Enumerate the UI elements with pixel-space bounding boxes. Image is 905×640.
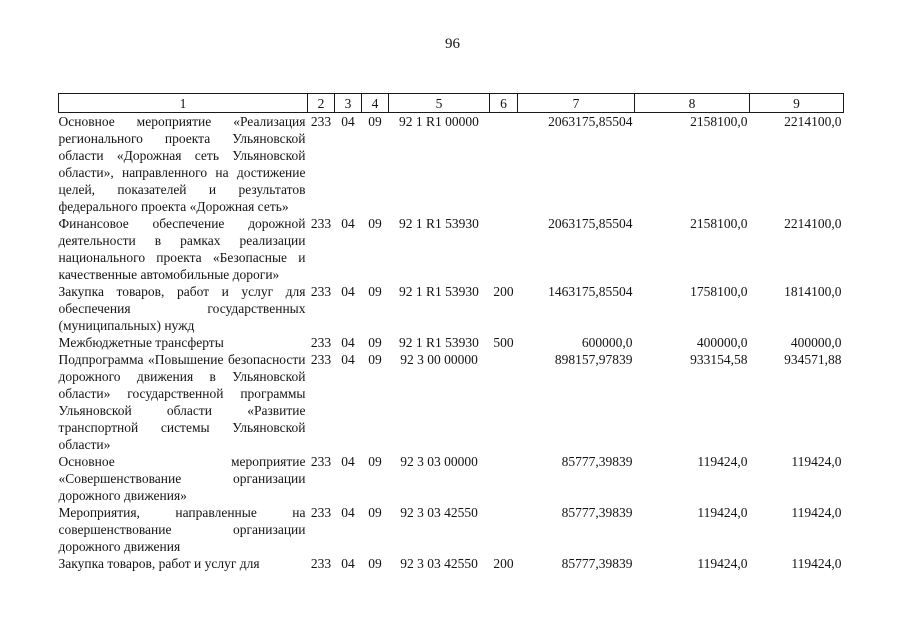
row-expense-type: 200 bbox=[493, 556, 514, 571]
row-amount-col9: 2214100,0 bbox=[784, 114, 842, 129]
table-row bbox=[59, 283, 844, 334]
row-section-code: 04 bbox=[341, 556, 355, 571]
row-amount-col9: 119424,0 bbox=[791, 556, 842, 571]
page-number: 96 bbox=[445, 36, 460, 52]
row-subsection-code: 09 bbox=[368, 505, 382, 520]
column-header-4: 4 bbox=[362, 94, 389, 113]
row-amount-col8: 119424,0 bbox=[697, 556, 748, 571]
row-grbs-code: 233 bbox=[310, 284, 332, 299]
row-expense-type: 500 bbox=[493, 335, 514, 350]
row-amount-col7: 898157,97839 bbox=[554, 352, 633, 367]
table-row bbox=[59, 113, 844, 216]
table-body bbox=[59, 113, 844, 573]
column-header-8: 8 bbox=[635, 94, 750, 113]
row-subsection-code: 09 bbox=[368, 352, 382, 367]
table-row bbox=[59, 504, 844, 555]
row-amount-col8: 1758100,0 bbox=[690, 284, 748, 299]
row-expense-type bbox=[490, 215, 518, 283]
row-expense-type bbox=[490, 504, 518, 555]
row-amount-col7: 85777,39839 bbox=[561, 505, 633, 520]
row-subsection-code: 09 bbox=[368, 335, 382, 350]
row-amount-col8: 119424,0 bbox=[697, 505, 748, 520]
row-subsection-code: 09 bbox=[368, 114, 382, 129]
row-amount-col9: 1814100,0 bbox=[784, 284, 842, 299]
row-subsection-code: 09 bbox=[368, 284, 382, 299]
row-section-code: 04 bbox=[341, 505, 355, 520]
budget-table bbox=[58, 93, 844, 572]
row-name: Мероприятия, направленные на совершенствование организации дорожного движения bbox=[58, 505, 306, 554]
row-expense-type bbox=[490, 351, 518, 453]
row-name: Основное мероприятие «Реализация регионального проекта Ульяновской области «Дорожная сеть Ульяновской области», направленного на достижение целей, показателей и результатов федерального проекта «Дорожная сеть» bbox=[58, 114, 306, 214]
row-section-code: 04 bbox=[341, 454, 355, 469]
row-amount-col8: 119424,0 bbox=[697, 454, 748, 469]
header-row bbox=[59, 94, 844, 113]
row-section-code: 04 bbox=[341, 352, 355, 367]
column-header-2: 2 bbox=[308, 94, 335, 113]
row-name: Основное мероприятие «Совершенствование организации дорожного движения» bbox=[58, 454, 306, 503]
row-amount-col9: 2214100,0 bbox=[784, 216, 842, 231]
row-amount-col8: 400000,0 bbox=[696, 335, 748, 350]
row-subsection-code: 09 bbox=[368, 216, 382, 231]
column-header-9: 9 bbox=[750, 94, 844, 113]
row-amount-col7: 2063175,85504 bbox=[548, 216, 633, 231]
row-section-code: 04 bbox=[341, 216, 355, 231]
row-amount-col9: 119424,0 bbox=[791, 454, 842, 469]
row-amount-col7: 85777,39839 bbox=[561, 556, 633, 571]
column-header-1: 1 bbox=[59, 94, 308, 113]
row-section-code: 04 bbox=[341, 284, 355, 299]
row-expense-type bbox=[490, 113, 518, 216]
table-row bbox=[59, 351, 844, 453]
table-header bbox=[59, 94, 844, 113]
row-grbs-code: 233 bbox=[310, 556, 332, 571]
row-grbs-code: 233 bbox=[310, 216, 332, 231]
row-amount-col7: 2063175,85504 bbox=[548, 114, 633, 129]
row-amount-col9: 400000,0 bbox=[790, 335, 842, 350]
row-amount-col7: 600000,0 bbox=[581, 335, 633, 350]
row-target-article: 92 3 03 00000 bbox=[400, 454, 478, 469]
row-amount-col8: 933154,58 bbox=[690, 352, 748, 367]
row-grbs-code: 233 bbox=[310, 454, 332, 469]
row-name: Закупка товаров, работ и услуг для обеспечения государственных (муниципальных) нужд bbox=[58, 284, 306, 333]
row-section-code: 04 bbox=[341, 335, 355, 350]
row-subsection-code: 09 bbox=[368, 556, 382, 571]
row-subsection-code: 09 bbox=[368, 454, 382, 469]
row-target-article: 92 1 R1 53930 bbox=[399, 216, 479, 231]
column-header-5: 5 bbox=[389, 94, 490, 113]
table-row bbox=[59, 334, 844, 351]
row-amount-col7: 1463175,85504 bbox=[548, 284, 633, 299]
row-name: Межбюджетные трансферты bbox=[58, 335, 224, 350]
row-target-article: 92 3 03 42550 bbox=[400, 556, 478, 571]
row-target-article: 92 1 R1 00000 bbox=[399, 114, 479, 129]
column-header-6: 6 bbox=[490, 94, 518, 113]
row-target-article: 92 3 00 00000 bbox=[400, 352, 478, 367]
row-grbs-code: 233 bbox=[310, 335, 332, 350]
row-target-article: 92 1 R1 53930 bbox=[399, 335, 479, 350]
row-name: Закупка товаров, работ и услуг для bbox=[58, 556, 260, 571]
column-header-7: 7 bbox=[518, 94, 635, 113]
row-target-article: 92 3 03 42550 bbox=[400, 505, 478, 520]
row-name: Подпрограмма «Повышение безопасности дорожного движения в Ульяновской области» государственной программы Ульяновской области «Развитие транспортной системы Ульяновской области» bbox=[58, 352, 306, 452]
row-grbs-code: 233 bbox=[310, 352, 332, 367]
column-header-3: 3 bbox=[335, 94, 362, 113]
row-expense-type bbox=[490, 453, 518, 504]
row-grbs-code: 233 bbox=[310, 114, 332, 129]
row-target-article: 92 1 R1 53930 bbox=[399, 284, 479, 299]
row-amount-col8: 2158100,0 bbox=[690, 114, 748, 129]
table-row bbox=[59, 453, 844, 504]
row-amount-col9: 119424,0 bbox=[791, 505, 842, 520]
row-amount-col8: 2158100,0 bbox=[690, 216, 748, 231]
row-grbs-code: 233 bbox=[310, 505, 332, 520]
row-name: Финансовое обеспечение дорожной деятельности в рамках реализации национального проекта «Безопасные и качественные автомобильные дороги» bbox=[58, 216, 306, 282]
table-row bbox=[59, 215, 844, 283]
row-expense-type: 200 bbox=[493, 284, 514, 299]
table-row bbox=[59, 555, 844, 572]
row-amount-col7: 85777,39839 bbox=[561, 454, 633, 469]
row-section-code: 04 bbox=[341, 114, 355, 129]
row-amount-col9: 934571,88 bbox=[784, 352, 842, 367]
